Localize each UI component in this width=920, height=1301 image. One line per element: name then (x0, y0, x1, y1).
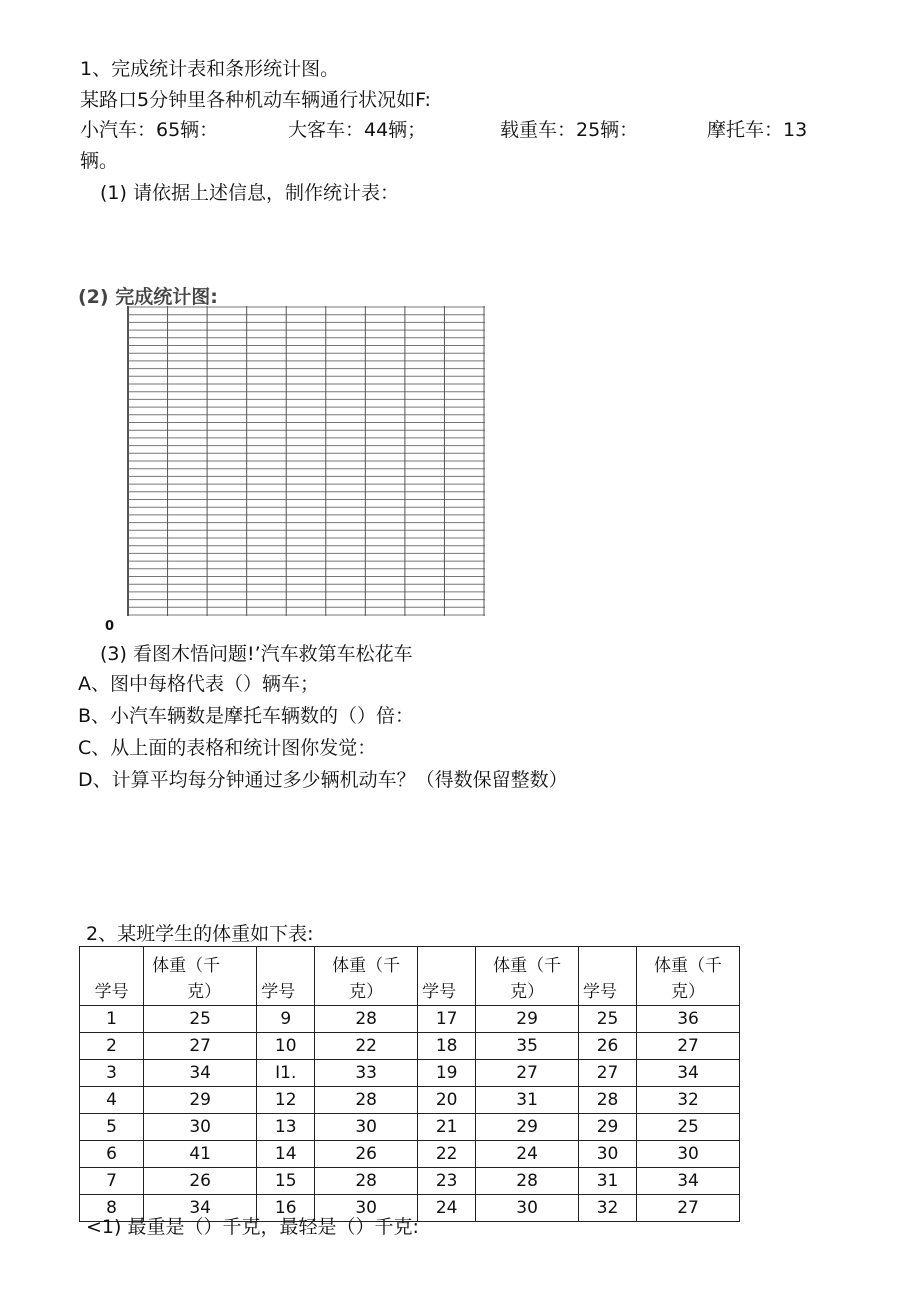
student-id-cell: I1. (257, 1060, 315, 1087)
weight-header-l1: 体重（千 (332, 956, 401, 976)
weight-cell: 25 (637, 1114, 740, 1141)
q1-intro: 某路口5分钟里各种机动车辆通行状况如F: (80, 89, 431, 111)
col-id-4: 学号 (579, 947, 637, 1006)
col-id-3: 学号 (418, 947, 476, 1006)
weight-cell: 28 (315, 1087, 418, 1114)
weight-cell: 30 (315, 1114, 418, 1141)
student-id-cell: 12 (257, 1087, 315, 1114)
student-id-cell: 16 (257, 1195, 315, 1222)
vehicle-car: 小汽车：65辆： (80, 119, 219, 141)
weight-cell: 28 (315, 1168, 418, 1195)
student-id-cell: 14 (257, 1141, 315, 1168)
student-id-cell: 31 (579, 1168, 637, 1195)
col-weight-1 (144, 947, 257, 1006)
student-id-cell: 17 (418, 1006, 476, 1033)
q1-part2: (2) 完成统计图: (78, 286, 218, 308)
weight-cell: 31 (476, 1087, 579, 1114)
student-id-cell: 28 (579, 1087, 637, 1114)
weight-cell: 28 (476, 1168, 579, 1195)
student-id-cell: 6 (80, 1141, 144, 1168)
weight-cell: 41 (144, 1141, 257, 1168)
student-id-cell: 26 (579, 1033, 637, 1060)
weight-cell: 30 (476, 1195, 579, 1222)
weight-cell: 30 (637, 1141, 740, 1168)
weight-cell: 28 (315, 1006, 418, 1033)
q1-question-d: D、计算平均每分钟通过多少辆机动车？（得数保留整数） (78, 769, 568, 791)
weight-cell: 32 (637, 1087, 740, 1114)
weight-table-body (80, 1006, 740, 1222)
col-id-1: 学号 (80, 947, 144, 1006)
student-id-cell: 9 (257, 1006, 315, 1033)
weight-cell: 34 (637, 1168, 740, 1195)
vehicle-tail: 辆。 (80, 150, 119, 172)
blank-chart-grid (127, 306, 485, 616)
student-id-cell: 32 (579, 1195, 637, 1222)
student-id-cell: 30 (579, 1141, 637, 1168)
q1-part3: (3) 看图木悟问题!’汽车救第车松花车 (100, 643, 413, 665)
q1-title: 1、完成统计表和条形统计图。 (80, 58, 340, 80)
weight-cell: 27 (476, 1060, 579, 1087)
table-row (80, 1087, 740, 1114)
student-id-cell: 13 (257, 1114, 315, 1141)
weight-cell: 29 (144, 1087, 257, 1114)
student-id-cell: 18 (418, 1033, 476, 1060)
table-row (80, 1033, 740, 1060)
student-id-cell: 4 (80, 1087, 144, 1114)
weight-header-l2: 克） (671, 982, 706, 1002)
student-id-cell: 22 (418, 1141, 476, 1168)
q2-sub1: <1) 最重是（）千克，最轻是（）千克: (86, 1216, 419, 1238)
vehicle-bus: 大客车：44辆； (288, 119, 427, 141)
weight-cell: 24 (476, 1141, 579, 1168)
q1-question-a: A、图中每格代表（）辆车； (78, 673, 319, 695)
weight-cell: 35 (476, 1033, 579, 1060)
grid-svg (127, 306, 485, 616)
q2-title: 2、某班学生的体重如下表: (86, 923, 314, 945)
student-id-cell: 3 (80, 1060, 144, 1087)
student-id-cell: 5 (80, 1114, 144, 1141)
weight-header-l2: 克） (349, 982, 384, 1002)
col-weight-2 (315, 947, 418, 1006)
weight-cell: 33 (315, 1060, 418, 1087)
vehicle-motorcycle: 摩托车：13 (707, 119, 808, 141)
student-id-cell: 7 (80, 1168, 144, 1195)
student-id-cell: 24 (418, 1195, 476, 1222)
chart-zero-label: 0 (105, 619, 115, 634)
student-id-cell: 29 (579, 1114, 637, 1141)
table-row (80, 1141, 740, 1168)
weight-table (79, 946, 740, 1222)
weight-header-l2: 克） (510, 982, 545, 1002)
weight-cell: 22 (315, 1033, 418, 1060)
weight-cell: 30 (144, 1114, 257, 1141)
weight-cell: 34 (144, 1195, 257, 1222)
table-row (80, 1060, 740, 1087)
weight-cell: 27 (637, 1195, 740, 1222)
weight-cell: 27 (637, 1033, 740, 1060)
weight-header-l1: 体重（千 (493, 956, 562, 976)
col-weight-3 (476, 947, 579, 1006)
student-id-cell: 25 (579, 1006, 637, 1033)
weight-cell: 29 (476, 1006, 579, 1033)
student-id-cell: 19 (418, 1060, 476, 1087)
weight-table-header (80, 947, 740, 1006)
student-id-cell: 21 (418, 1114, 476, 1141)
weight-cell: 26 (144, 1168, 257, 1195)
col-id-2: 学号 (257, 947, 315, 1006)
weight-cell: 34 (637, 1060, 740, 1087)
q1-question-c: C、从上面的表格和统计图你发觉： (78, 737, 377, 759)
weight-header-l1: 体重（千 (654, 956, 723, 976)
weight-cell: 36 (637, 1006, 740, 1033)
student-id-cell: 2 (80, 1033, 144, 1060)
table-row (80, 1006, 740, 1033)
student-id-cell: 15 (257, 1168, 315, 1195)
student-id-cell: 8 (80, 1195, 144, 1222)
col-weight-4 (637, 947, 740, 1006)
weight-cell: 26 (315, 1141, 418, 1168)
student-id-cell: 27 (579, 1060, 637, 1087)
student-id-cell: 1 (80, 1006, 144, 1033)
weight-cell: 30 (315, 1195, 418, 1222)
weight-header-l2: 克） (187, 982, 222, 1002)
table-row (80, 1114, 740, 1141)
weight-cell: 34 (144, 1060, 257, 1087)
table-row (80, 1168, 740, 1195)
weight-cell: 27 (144, 1033, 257, 1060)
weight-cell: 25 (144, 1006, 257, 1033)
q1-question-b: B、小汽车辆数是摩托车辆数的（）倍： (78, 705, 415, 727)
vehicle-truck: 载重车：25辆： (500, 119, 639, 141)
student-id-cell: 20 (418, 1087, 476, 1114)
student-id-cell: 23 (418, 1168, 476, 1195)
q1-part1: (1) 请依据上述信息，制作统计表： (100, 182, 399, 204)
student-id-cell: 10 (257, 1033, 315, 1060)
weight-cell: 29 (476, 1114, 579, 1141)
weight-header-l1: 体重（千 (152, 956, 221, 976)
